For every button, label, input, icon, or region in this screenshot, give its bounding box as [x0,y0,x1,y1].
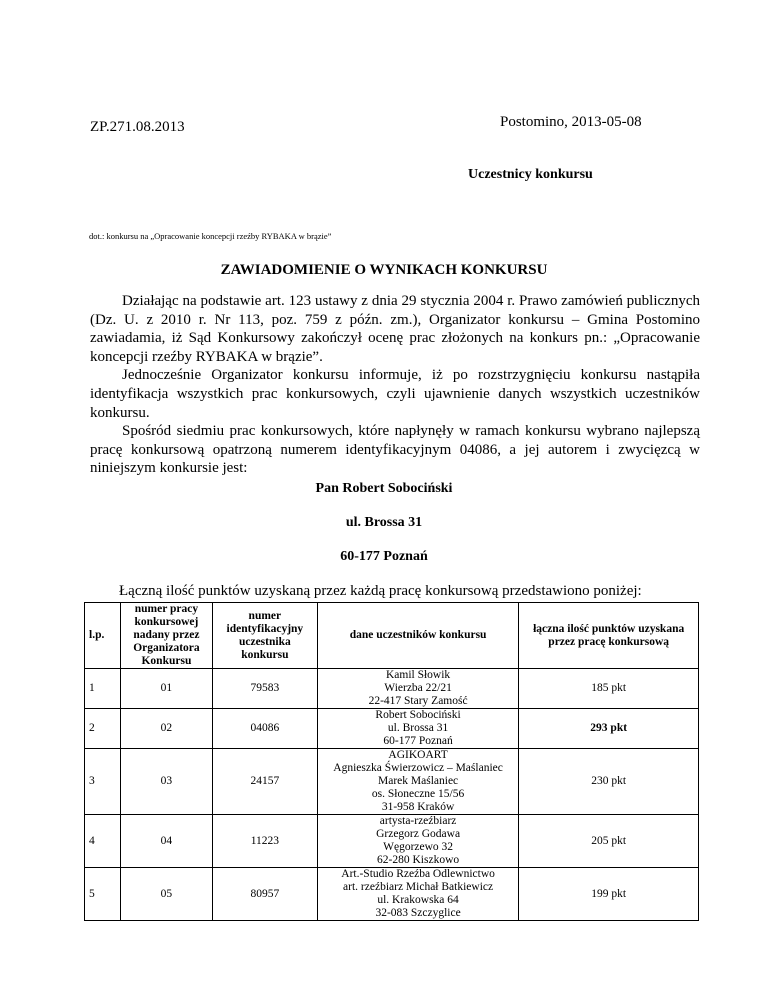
header-participant: dane uczestników konkursu [317,603,519,669]
lp-cell: 4 [85,815,121,868]
participant-detail-line: ul. Krakowska 64 [377,894,459,906]
participant-detail-line: 22-417 Stary Zamość [368,695,468,707]
results-table [84,602,699,921]
participant-detail-line: artysta-rzeźbiarz [379,815,457,827]
lp-cell: 5 [85,868,121,921]
table-intro: Łączną ilość punktów uzyskaną przez każdą pracę konkursową przedstawiono poniżej: [119,583,642,599]
lp-cell: 1 [85,669,121,709]
participant-detail-line: os. Słoneczne 15/56 [371,788,465,800]
results-body [85,669,699,921]
place-date: Postomino, 2013-05-08 [500,114,642,130]
points-cell: 205 pkt [519,815,699,868]
document-title: ZAWIADOMIENIE O WYNIKACH KONKURSU [220,262,548,278]
points-cell: 199 pkt [519,868,699,921]
paragraph-winner-intro: Spośród siedmiu prac konkursowych, które napłynęły w ramach konkursu wybrano najlepszą pracę konkursową opatrzoną numerem identyfikacyjnym 04086, a jej autorem i zwycięzcą w niniejszym konkursie jest: [90,423,700,477]
id-number-cell: 79583 [212,669,317,709]
table-row [85,709,699,749]
participant-cell [317,709,519,749]
participant-detail-line: Robert Sobociński [375,709,461,721]
participant-detail-line: Art.-Studio Rzeźba Odlewnictwo [341,868,495,880]
table-row [85,815,699,868]
participant-cell [317,669,519,709]
recipients: Uczestnicy konkursu [468,167,593,182]
header-lp: l.p. [85,603,121,669]
participant-detail-line: AGIKOART [388,749,448,761]
winner-name: Pan Robert Sobociński [315,481,453,496]
participant-detail-line: Agnieszka Świerzowicz – Maślaniec [333,762,503,774]
participant-cell [317,749,519,815]
id-number-cell: 80957 [212,868,317,921]
paragraph-identification: Jednocześnie Organizator konkursu informuje, iż po rozstrzygnięciu konkursu nastąpiła identyfikacja wszystkich prac konkursowych, czyli ujawnienie danych wszystkich uczestników konkursu. [90,367,700,421]
work-number-cell: 02 [120,709,212,749]
winner-street: ul. Brossa 31 [345,515,423,530]
participant-detail-line: Kamil Słowik [385,669,451,681]
participant-detail-line: 31-958 Kraków [381,801,455,813]
participant-detail-line: ul. Brossa 31 [387,722,449,734]
id-number-cell: 04086 [212,709,317,749]
header-id-number: numer identyfikacyjny uczestnika konkursu [212,603,317,669]
body-text [90,292,700,478]
work-number-cell: 01 [120,669,212,709]
header-points: łączna ilość punktów uzyskana przez pracę konkursową [519,603,699,669]
paragraph-legal-basis: Działając na podstawie art. 123 ustawy z dnia 29 stycznia 2004 r. Prawo zamówień publicznych (Dz. U. z 2010 r. Nr 113, poz. 759 z późn. zm.), Organizator konkursu – Gmina Postomino zawiadamia, iż Sąd Konkursowy zakończył ocenę prac złożonych na konkurs pn.: „Opracowanie koncepcji rzeźby RYBAKA w brązie”. [90,293,700,365]
id-number-cell: 24157 [212,749,317,815]
regarding-line: dot.: konkursu na „Opracowanie koncepcji rzeźby RYBAKA w brązie” [89,231,332,241]
lp-cell: 2 [85,709,121,749]
participant-detail-line: Wierzba 22/21 [384,682,452,694]
work-number-cell: 03 [120,749,212,815]
participant-detail-line: Węgorzewo 32 [383,841,454,853]
table-header-row [85,603,699,669]
lp-cell: 3 [85,749,121,815]
points-cell: 185 pkt [519,669,699,709]
participant-detail-line: 62-280 Kiszkowo [377,854,460,866]
participant-detail-line: 32-083 Szczyglice [375,907,461,919]
participant-detail-line: Grzegorz Godawa [376,828,461,840]
points-cell: 293 pkt [519,709,699,749]
table-row [85,669,699,709]
participant-cell [317,815,519,868]
participant-detail-line: art. rzeźbiarz Michał Batkiewicz [343,881,494,893]
reference-number: ZP.271.08.2013 [90,119,185,135]
id-number-cell: 11223 [212,815,317,868]
table-row [85,749,699,815]
points-cell: 230 pkt [519,749,699,815]
work-number-cell: 05 [120,868,212,921]
participant-cell [317,868,519,921]
participant-detail-line: 60-177 Poznań [383,735,453,747]
header-work-number: numer pracy konkursowej nadany przez Organizatora Konkursu [120,603,212,669]
winner-city: 60-177 Poznań [340,549,428,564]
work-number-cell: 04 [120,815,212,868]
table-row [85,868,699,921]
participant-detail-line: Marek Maślaniec [378,775,459,787]
